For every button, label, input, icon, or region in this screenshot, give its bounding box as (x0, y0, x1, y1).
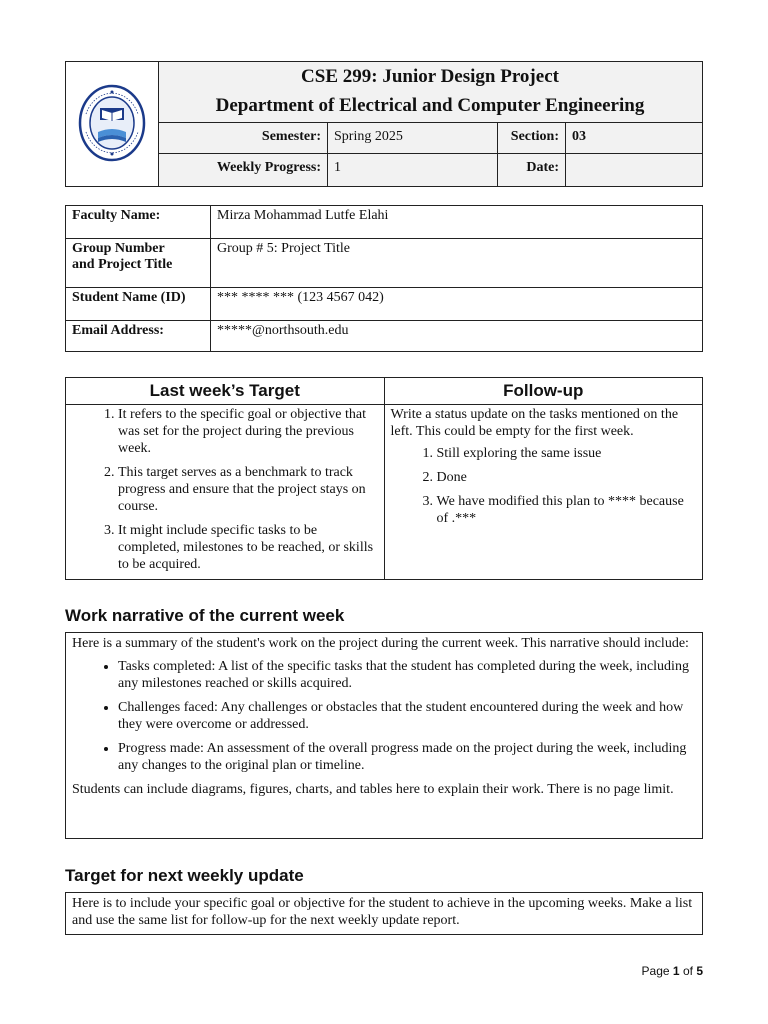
date-label: Date: (498, 154, 566, 187)
student-field[interactable]: *** **** *** (123 4567 042) (211, 288, 703, 321)
narrative-list (72, 658, 696, 774)
follow-up-cell[interactable] (384, 405, 703, 580)
table-row (66, 321, 703, 352)
weekly-row (158, 153, 702, 187)
group-field[interactable]: Group # 5: Project Title (211, 239, 703, 288)
target-table (65, 377, 703, 580)
table-row (66, 288, 703, 321)
target-list (72, 406, 378, 573)
list-item: 2. This target serves as a benchmark to track progress and ensure that the project stays on course. (118, 464, 378, 515)
faculty-field[interactable]: Mirza Mohammad Lutfe Elahi (211, 206, 703, 239)
list-item: • Challenges faced: Any challenges or obstacles that the student encountered during the week and how they were overcome or addressed. (118, 699, 696, 733)
university-seal-icon (78, 84, 146, 162)
next-target-text: Here is to include your specific goal or objective for the student to achieve in the upcoming weeks. Make a list and use the same list for follow-up for the next weekly update report. (72, 896, 693, 928)
narrative-box[interactable] (65, 632, 703, 839)
semester-field[interactable]: Spring 2025 (328, 123, 498, 154)
faculty-label: Faculty Name: (66, 206, 211, 239)
section-label: Section: (498, 123, 566, 154)
email-label: Email Address: (66, 321, 211, 352)
logo-cell (66, 62, 159, 186)
narrative-heading: Work narrative of the current week (65, 606, 345, 625)
list-item: 1. Still exploring the same issue (437, 445, 697, 462)
target-cell[interactable] (66, 405, 385, 580)
page-current: 1 (672, 964, 680, 978)
follow-up-list (391, 445, 697, 527)
email-field[interactable]: *****@northsouth.edu (211, 321, 703, 352)
page-title (158, 62, 702, 122)
list-item: 3. It might include specific tasks to be completed, milestones to be reached, or skills to be acquired. (118, 522, 378, 573)
last-week-target-header: Last week’s Target (66, 378, 385, 405)
weekly-progress-label: Weekly Progress: (158, 154, 328, 187)
table-row (66, 206, 703, 239)
group-label-line2: and Project Title (72, 257, 173, 272)
next-target-heading: Target for next weekly update (65, 866, 304, 885)
weekly-progress-field[interactable]: 1 (328, 154, 498, 187)
semester-row (158, 122, 702, 154)
next-target-box[interactable] (65, 892, 703, 935)
of-word: of (682, 964, 693, 978)
table-row (66, 405, 703, 580)
semester-label: Semester: (158, 123, 328, 154)
date-field[interactable] (566, 154, 704, 187)
section-field[interactable]: 03 (572, 129, 586, 144)
table-header-row (66, 378, 703, 405)
page-word: Page (641, 964, 670, 978)
list-item: 1. It refers to the specific goal or objective that was set for the project during the previous week. (118, 406, 378, 457)
group-label (66, 239, 211, 288)
list-item: • Tasks completed: A list of the specific tasks that the student has completed during the week, including any milestones reached or skills acquired. (118, 658, 696, 692)
info-table (65, 205, 703, 352)
page-total: 5 (696, 964, 703, 978)
list-item: 2. Done (437, 469, 697, 486)
header-block (65, 61, 703, 187)
department-title: Department of Electrical and Computer Engineering (215, 95, 645, 116)
follow-up-intro: Write a status update on the tasks mentioned on the left. This could be empty for the first week. (390, 407, 679, 439)
narrative-outro: Students can include diagrams, figures, charts, and tables here to explain their work. There is no page limit. (72, 782, 674, 797)
list-item: 3. We have modified this plan to **** because of .*** (437, 493, 697, 527)
list-item: • Progress made: An assessment of the overall progress made on the project during the week, including any changes to the original plan or timeline. (118, 740, 696, 774)
page-number (642, 964, 703, 978)
narrative-intro: Here is a summary of the student's work on the project during the current week. This narrative should include: (72, 636, 689, 651)
follow-up-header: Follow-up (384, 378, 703, 405)
student-label: Student Name (ID) (66, 288, 211, 321)
group-label-line1: Group Number (72, 241, 165, 256)
table-row (66, 239, 703, 288)
course-title: CSE 299: Junior Design Project (301, 66, 559, 87)
